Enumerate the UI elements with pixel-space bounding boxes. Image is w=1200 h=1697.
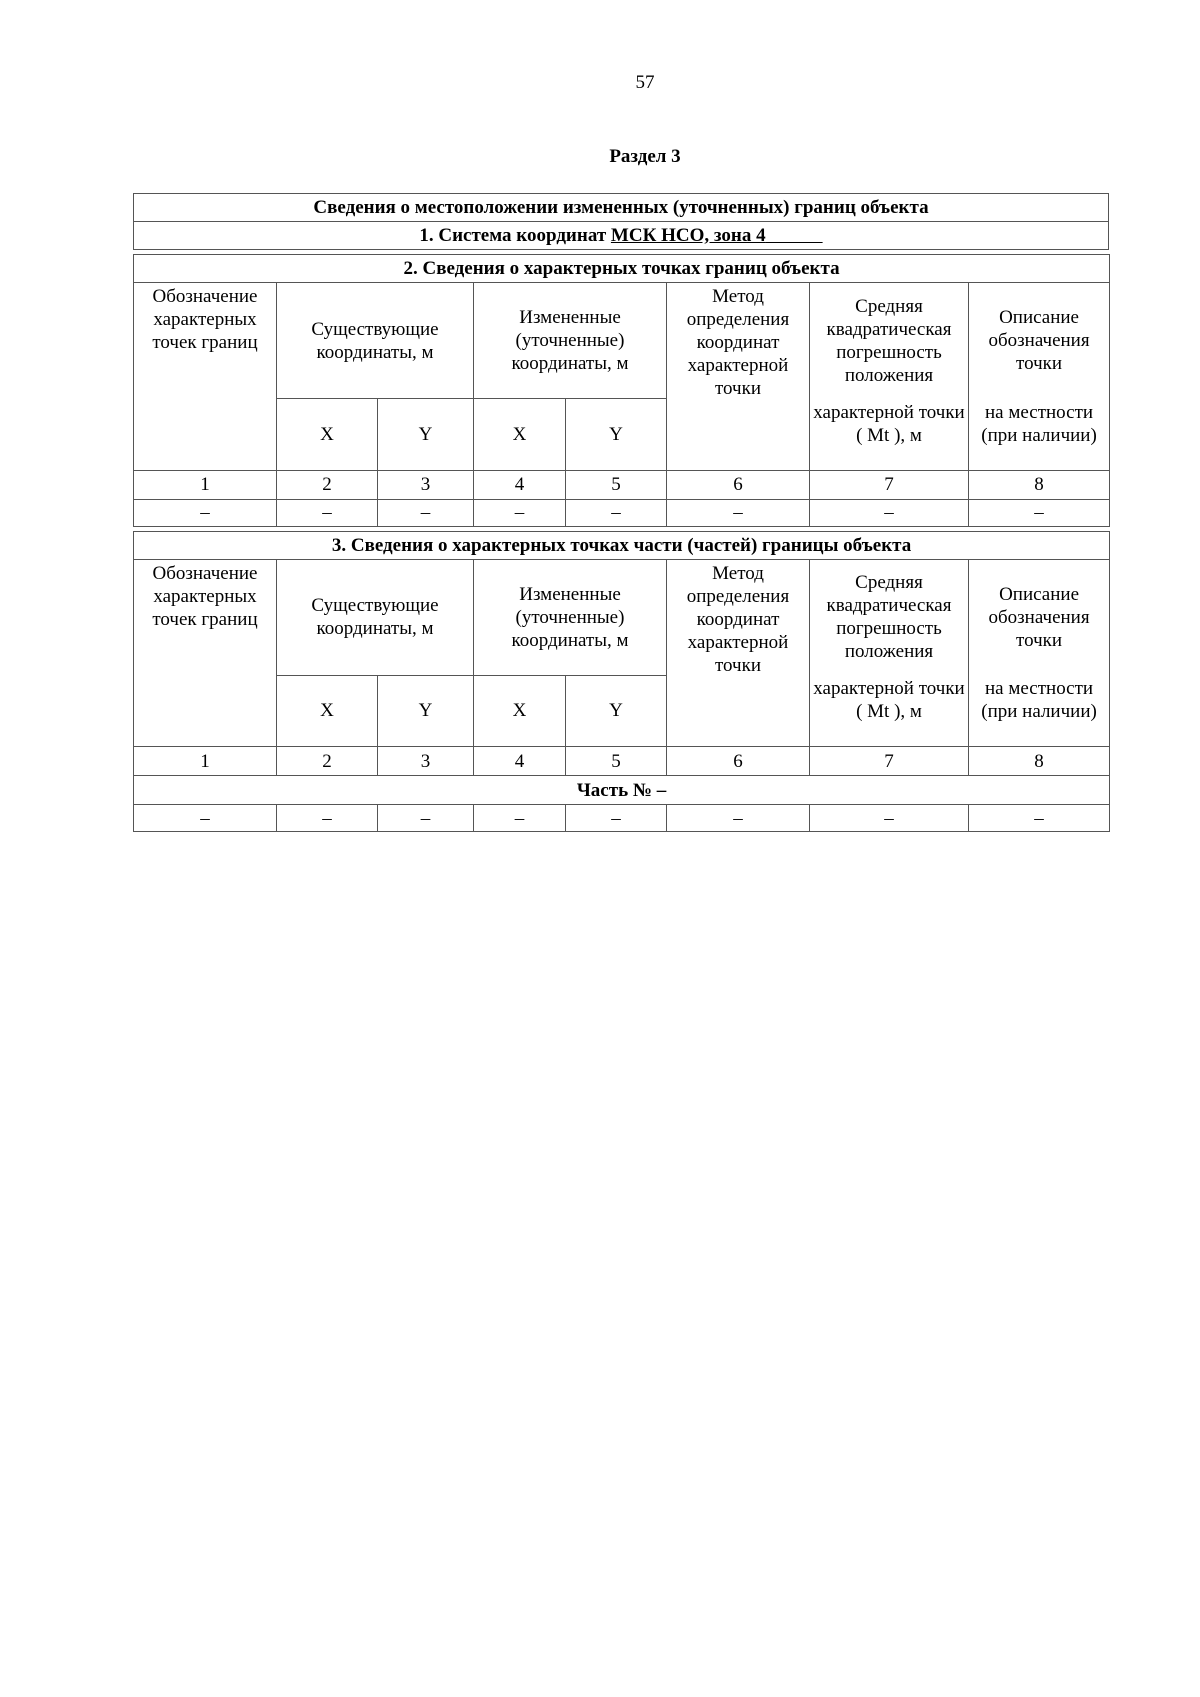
header-changed: Измененные (уточненные) координаты, м (474, 559, 667, 675)
header-changed-x: X (474, 675, 566, 747)
table-cell: – (134, 805, 277, 832)
section2-title: 2. Сведения о характерных точках границ объекта (134, 255, 1110, 283)
header-existing-y: Y (378, 675, 474, 747)
header-changed-x: X (474, 399, 566, 471)
table-cell: – (474, 499, 566, 526)
column-number: 2 (277, 470, 378, 499)
table-cell: – (810, 499, 969, 526)
column-number: 3 (378, 470, 474, 499)
table-cell: – (667, 805, 810, 832)
header-table (133, 193, 1109, 250)
section-title: Раздел 3 (609, 146, 681, 167)
column-number: 5 (566, 747, 667, 776)
header-existing-y: Y (378, 399, 474, 471)
table-row (134, 499, 1110, 526)
header-changed-y: Y (566, 675, 667, 747)
section2-table (133, 254, 1110, 527)
table-row (134, 805, 1110, 832)
table-cell: – (667, 499, 810, 526)
column-number: 3 (378, 747, 474, 776)
table-cell: – (810, 805, 969, 832)
table-title: Сведения о местоположении измененных (уточненных) границ объекта (134, 194, 1109, 222)
column-number: 1 (134, 747, 277, 776)
header-description-top: Описание обозначения точки (969, 283, 1110, 399)
column-number: 6 (667, 747, 810, 776)
header-existing-x: X (277, 675, 378, 747)
table-cell: – (277, 805, 378, 832)
part-label: Часть № – (134, 776, 1110, 805)
table-cell: – (277, 499, 378, 526)
header-error-top: Средняя квадратическая погрешность положения (810, 283, 969, 399)
column-number: 5 (566, 470, 667, 499)
header-existing: Существующие координаты, м (277, 559, 474, 675)
table-cell: – (566, 499, 667, 526)
header-description-bottom: на местности (при наличии) (969, 675, 1110, 747)
table-cell: – (969, 499, 1110, 526)
table-cell: – (134, 499, 277, 526)
table-cell: – (378, 805, 474, 832)
table-cell: – (378, 499, 474, 526)
column-number: 4 (474, 747, 566, 776)
header-existing: Существующие координаты, м (277, 283, 474, 399)
column-number: 7 (810, 470, 969, 499)
column-number: 8 (969, 470, 1110, 499)
header-method: Метод определения координат характерной точки (667, 283, 810, 471)
column-number: 2 (277, 747, 378, 776)
coord-system-label: 1. Система координат (419, 225, 607, 246)
table-cell: – (474, 805, 566, 832)
header-error-bottom: характерной точки ( Mt ), м (810, 399, 969, 471)
header-description-top: Описание обозначения точки (969, 559, 1110, 675)
header-description-bottom: на местности (при наличии) (969, 399, 1110, 471)
coord-system-value: МСК НСО, зона 4 (610, 225, 766, 246)
column-number: 1 (134, 470, 277, 499)
coordinates-sheet (133, 193, 1109, 832)
header-changed-y: Y (566, 399, 667, 471)
section3-title: 3. Сведения о характерных точках части (частей) границы объекта (134, 531, 1110, 559)
header-error-top: Средняя квадратическая погрешность положения (810, 559, 969, 675)
column-number: 6 (667, 470, 810, 499)
column-number: 7 (810, 747, 969, 776)
header-existing-x: X (277, 399, 378, 471)
header-changed: Измененные (уточненные) координаты, м (474, 283, 667, 399)
header-designation: Обозначение характерных точек границ (134, 283, 277, 471)
header-error-bottom: характерной точки ( Mt ), м (810, 675, 969, 747)
table-cell: – (969, 805, 1110, 832)
header-method: Метод определения координат характерной точки (667, 559, 810, 747)
column-number: 4 (474, 470, 566, 499)
table-cell: – (566, 805, 667, 832)
page-number: 57 (635, 72, 655, 93)
section3-table (133, 531, 1110, 833)
header-designation: Обозначение характерных точек границ (134, 559, 277, 747)
column-number: 8 (969, 747, 1110, 776)
coord-system-row (134, 222, 1109, 250)
